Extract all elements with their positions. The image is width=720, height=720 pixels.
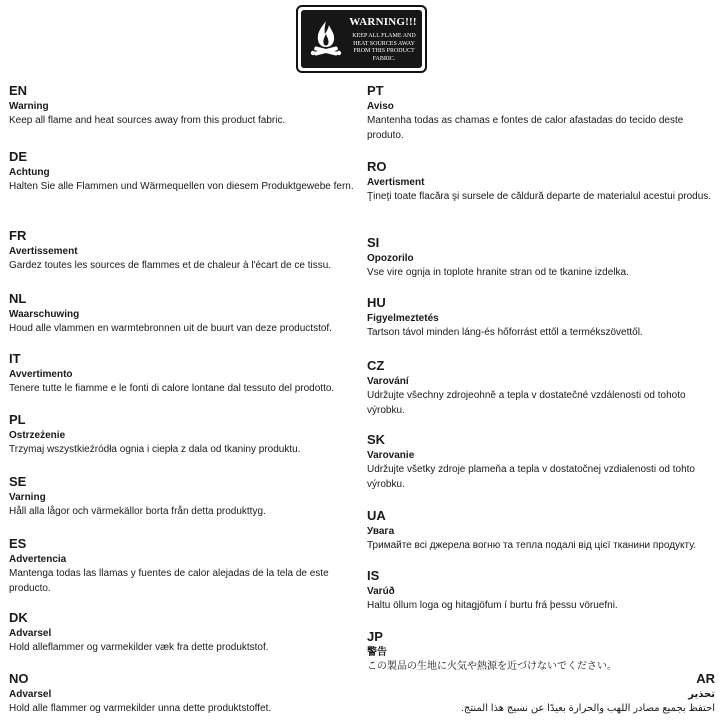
language-code: EN (9, 83, 28, 98)
language-code: DK (9, 610, 28, 625)
warning-text: Haltu öllum loga og hitagjöfum í burtu frá þessu vöruefni. (367, 600, 618, 611)
entry-es (9, 536, 354, 596)
warning-text: Udržujte všetky zdroje plameňa a tepla v dostatočnej vzdialenosti od tohto výrobku. (367, 464, 695, 490)
warning-text: Hold alleflammer og varmekilder væk fra dette produktstof. (9, 642, 269, 653)
warning-title: Varovanie (367, 450, 415, 461)
warning-text: احتفظ بجميع مصادر اللهب والحرارة بعيدًا عن نسيج هذا المنتج. (461, 703, 715, 714)
warning-title: Varování (367, 376, 409, 387)
warning-text: Keep all flame and heat sources away from this product fabric. (9, 115, 286, 126)
warning-title: Waarschuwing (9, 309, 80, 320)
warning-title: تحذير (688, 689, 715, 700)
entry-ua (367, 508, 712, 553)
language-code: PL (9, 412, 26, 427)
entry-sk (367, 432, 712, 492)
entry-no (9, 671, 354, 716)
warning-text: Halten Sie alle Flammen und Wärmequellen von diesem Produktgewebe fern. (9, 181, 354, 192)
entry-it (9, 351, 354, 396)
warning-text: Ţineţi toate flacăra şi sursele de căldură departe de materialul acestui produs. (367, 191, 712, 202)
entry-nl (9, 291, 354, 336)
warning-text: Hold alle flammer og varmekilder unna dette produktstoffet. (9, 703, 272, 714)
language-code: SE (9, 474, 27, 489)
warning-text: Mantenha todas as chamas e fontes de calor afastadas do tecido deste produto. (367, 115, 684, 141)
warning-title: Advertencia (9, 554, 67, 565)
language-code: SI (367, 235, 380, 250)
language-code: AR (696, 671, 715, 686)
entry-de (9, 149, 354, 194)
warning-title: Avertissement (9, 246, 78, 257)
campfire-icon (310, 19, 342, 61)
entry-fr (9, 228, 354, 273)
entry-is (367, 568, 712, 613)
language-code: DE (9, 149, 28, 164)
warning-text: Gardez toutes les sources de flammes et de chaleur à l'écart de ce tissu. (9, 260, 332, 271)
warning-text: Håll alla lågor och värmekällor borta från detta produkttyg. (9, 506, 266, 517)
warning-text: Tenere tutte le fiamme e le fonti di calore lontane dal tessuto del prodotto. (9, 383, 335, 394)
warning-title: Ostrzeżenie (9, 430, 66, 441)
warning-title: Advarsel (9, 628, 52, 639)
warning-text: Udržujte všechny zdrojeohně a tepla v dostatečné vzdálenosti od tohoto výrobku. (367, 390, 686, 416)
language-code: HU (367, 295, 386, 310)
language-code: NL (9, 291, 27, 306)
warning-text: Houd alle vlammen en warmtebronnen uit de buurt van deze productstof. (9, 323, 332, 334)
warning-label-title: WARNING!!! (349, 16, 417, 28)
language-code: JP (367, 629, 383, 644)
warning-title: Avertisment (367, 177, 425, 188)
warning-text: Тримайте всі джерела вогню та тепла подалі від цієї тканини продукту. (367, 540, 696, 551)
entry-si (367, 235, 712, 280)
language-code: IT (9, 351, 21, 366)
language-code: SK (367, 432, 386, 447)
entry-se (9, 474, 354, 519)
warning-title: Achtung (9, 167, 50, 178)
warning-title: Warning (9, 101, 49, 112)
language-code: CZ (367, 358, 385, 373)
warning-text: Vse vire ognja in toplote hranite stran od te tkanine izdelka. (367, 267, 629, 278)
warning-title: Opozorilo (367, 253, 414, 264)
entry-en (9, 83, 354, 128)
entry-jp (367, 629, 712, 674)
entry-cz (367, 358, 712, 418)
warning-title: Aviso (367, 101, 394, 112)
entry-ar (415, 671, 715, 716)
entry-hu (367, 295, 712, 340)
warning-text: Mantenga todas las llamas y fuentes de calor alejadas de la tela de este producto. (9, 568, 329, 594)
warning-title: Varúð (367, 586, 395, 597)
warning-title: Advarsel (9, 689, 52, 700)
entry-ro (367, 159, 712, 204)
language-code: PT (367, 83, 384, 98)
entry-pl (9, 412, 354, 457)
entry-pt (367, 83, 712, 143)
language-code: UA (367, 508, 386, 523)
warning-label-text: KEEP ALL FLAME AND HEAT SOURCES AWAY FROM THIS PRODUCT FABRIC. (352, 33, 416, 62)
language-code: NO (9, 671, 29, 686)
warning-title: Avvertimento (9, 369, 73, 380)
language-code: RO (367, 159, 387, 174)
language-code: IS (367, 568, 380, 583)
warning-text: Trzymaj wszystkieźródła ognia i ciepła z dala od tkaniny produktu. (9, 444, 301, 455)
warning-title: 警告 (367, 647, 387, 658)
warning-label (296, 5, 427, 73)
warning-text: Tartson távol minden láng-és hőforrást ettől a termékszövettől. (367, 327, 643, 338)
warning-title: Varning (9, 492, 46, 503)
warning-title: Увага (367, 526, 395, 537)
entry-dk (9, 610, 354, 655)
warning-text: この製品の生地に火気や熱源を近づけないでください。 (367, 661, 617, 672)
warning-title: Figyelmeztetés (367, 313, 439, 324)
language-code: FR (9, 228, 27, 243)
language-code: ES (9, 536, 27, 551)
warning-label-panel (301, 10, 422, 68)
